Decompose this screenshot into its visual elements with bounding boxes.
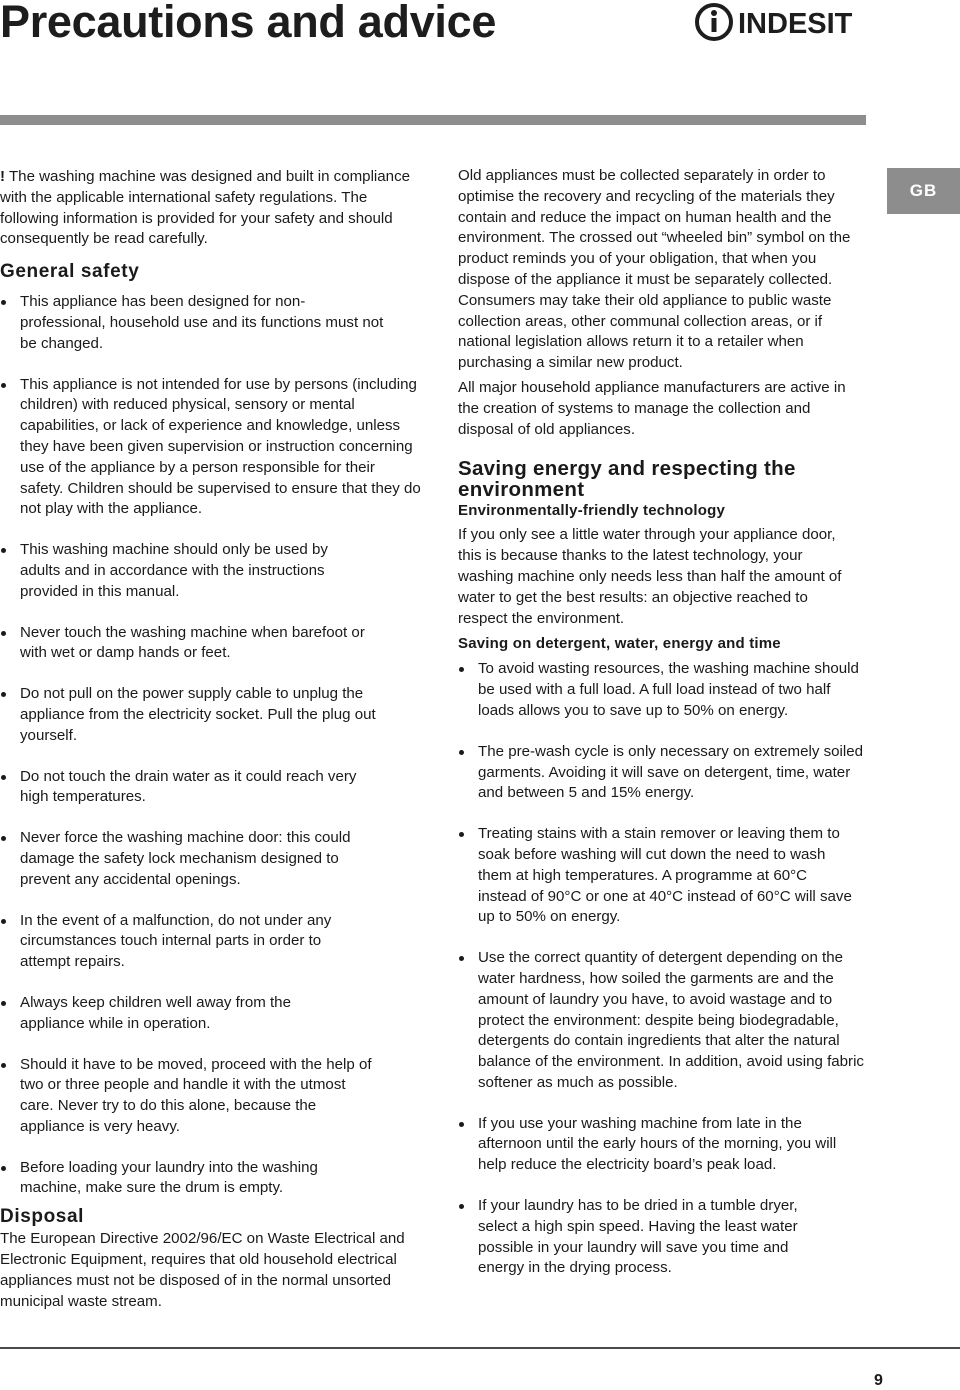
list-item: Treating stains with a stain remover or leaving them to soak before washing will cut down the need to wash them at high temperatures. A programme at 60°C instead of 90°C or one at 40°C instead of 60°C will save up to 50% on energy. — [458, 824, 858, 928]
list-item: If your laundry has to be dried in a tumble dryer, select a high spin speed. Having the least water possible in your laundry will save you time and energy in the drying process. — [458, 1196, 823, 1279]
list-item: Do not pull on the power supply cable to unplug the appliance from the electricity socket. Pull the plug out yourself. — [0, 684, 380, 746]
language-tab: GB — [887, 168, 960, 214]
list-item: Never force the washing machine door: this could damage the safety lock mechanism designed to prevent any accidental openings. — [0, 828, 390, 890]
manufacturers-paragraph: All major household appliance manufacturers are active in the creation of systems to manage the collection and disposal of old appliances. — [458, 378, 846, 438]
list-item: Do not touch the drain water as it could reach very high temperatures. — [0, 767, 370, 809]
warning-mark: ! — [0, 168, 6, 185]
header-divider — [0, 115, 866, 125]
right-column — [458, 166, 868, 1279]
list-item: If you use your washing machine from late in the afternoon until the early hours of the morning, you will help reduce the electricity board’s peak load. — [458, 1114, 838, 1176]
page-title: Precautions and advice — [0, 0, 497, 47]
footer-divider — [0, 1347, 960, 1349]
saving-energy-heading: Saving energy and respecting the environment — [458, 457, 796, 502]
list-item: Never touch the washing machine when barefoot or with wet or damp hands or feet. — [0, 623, 388, 665]
eco-technology-paragraph: If you only see a little water through your appliance door, this is because thanks to the latest technology, your washing machine only needs less than half the amount of water to get the best results: an objective reached to respect the environment. — [458, 526, 842, 627]
list-item: Before loading your laundry into the washing machine, make sure the drum is empty. — [0, 1158, 360, 1200]
list-item: To avoid wasting resources, the washing machine should be used with a full load. A full load instead of two half loads allows you to save up to 50% on energy. — [458, 659, 862, 721]
list-item: Always keep children well away from the appliance while in operation. — [0, 993, 330, 1035]
disposal-heading: Disposal — [0, 1206, 84, 1228]
list-item: This appliance has been designed for non-professional, household use and its functions must not be changed. — [0, 292, 390, 354]
list-item: Use the correct quantity of detergent depending on the water hardness, how soiled the garments are and the amount of laundry you have, to avoid wastage and to protect the environment: despite being biodegradable, detergents do contain ingredients that alter the natural balance of the environment. In addition, avoid using fabric softener as much as possible. — [458, 948, 870, 1094]
list-item: The pre-wash cycle is only necessary on extremely soiled garments. Avoiding it will save on detergent, time, water and between 5 and 15% energy. — [458, 742, 870, 804]
intro-paragraph — [0, 167, 418, 250]
saving-detergent-subheading: Saving on detergent, water, energy and time — [458, 635, 781, 653]
list-item: Should it have to be moved, proceed with the help of two or three people and handle it with the utmost care. Never try to do this alone, because the appliance is very heavy. — [0, 1055, 380, 1138]
disposal-paragraph: The European Directive 2002/96/EC on Waste Electrical and Electronic Equipment, requires that old household electrical appliances must not be disposed of in the normal unsorted municipal waste stream. — [0, 1230, 405, 1310]
general-safety-heading: General safety — [0, 261, 140, 283]
page-number: 9 — [874, 1372, 883, 1389]
list-item: This washing machine should only be used by adults and in accordance with the instructions provided in this manual. — [0, 540, 365, 602]
safety-list — [0, 292, 421, 1199]
list-item: In the event of a malfunction, do not under any circumstances touch internal parts in order to attempt repairs. — [0, 911, 370, 973]
list-item: This appliance is not intended for use by persons (including children) with reduced physical, sensory or mental capabilities, or lack of experience and knowledge, unless they have been given supervision or instruction concerning use of the appliance by a person responsible for their safety. Children should be supervised to ensure that they do not play with the appliance. — [0, 375, 422, 521]
intro-text: The washing machine was designed and built in compliance with the applicable international safety regulations. The following information is provided for your safety and should consequently be read carefully. — [0, 168, 411, 248]
indesit-logo-icon — [694, 2, 734, 42]
saving-list — [458, 659, 868, 1279]
recycling-paragraph: Old appliances must be collected separately in order to optimise the recovery and recycling of the materials they contain and reduce the impact on human health and the environment. The crossed out “wheeled bin” symbol on the product reminds you of your obligation, that when you dispose of the appliance it must be separately collected. Consumers may take their old appliance to public waste collection areas, other communal collection areas, or if national legislation allows return it to a retailer when purchasing a similar new product. — [458, 167, 851, 372]
eco-technology-subheading: Environmentally-friendly technology — [458, 502, 726, 520]
brand-logo — [694, 2, 869, 46]
brand-name: INDESIT — [738, 8, 853, 40]
left-column — [0, 167, 421, 1312]
